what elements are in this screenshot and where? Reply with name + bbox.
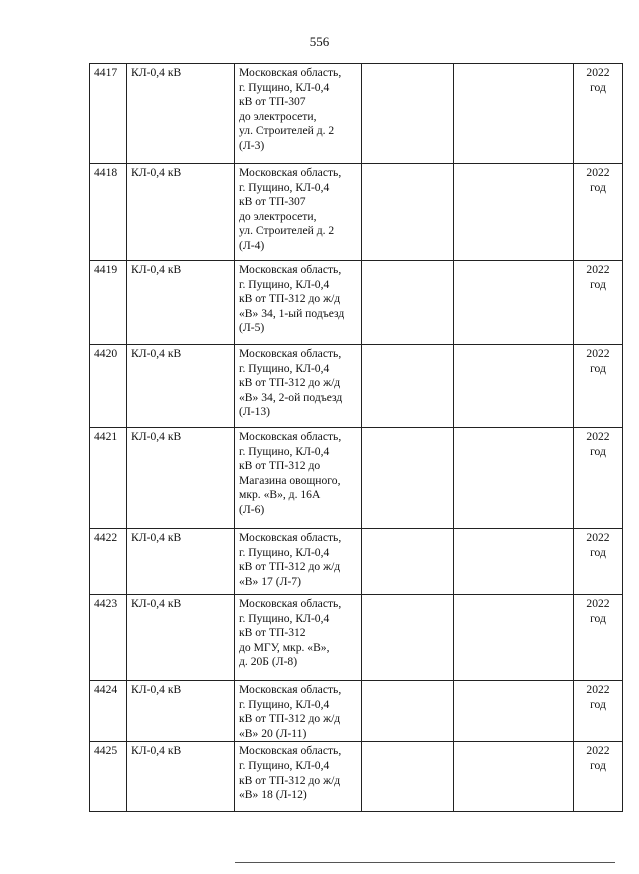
year-line: год — [590, 180, 606, 194]
object-name-cell: КЛ-0,4 кВ — [127, 681, 235, 742]
address-line: кВ от ТП-312 — [239, 626, 306, 640]
empty-cell — [454, 595, 574, 681]
table-row — [90, 164, 623, 261]
address-line: г. Пущино, КЛ-0,4 — [239, 545, 330, 559]
address-line: кВ от ТП-312 до — [239, 459, 321, 473]
empty-cell — [454, 164, 574, 261]
year-cell — [574, 64, 623, 164]
year-line: год — [590, 277, 606, 291]
row-number-cell: 4423 — [90, 595, 127, 681]
address-cell — [235, 345, 362, 428]
address-line: кВ от ТП-307 — [239, 95, 306, 109]
address-cell — [235, 742, 362, 812]
year-line: год — [590, 444, 606, 458]
year-line: 2022 — [586, 744, 610, 758]
year-cell — [574, 595, 623, 681]
year-line: 2022 — [586, 430, 610, 443]
year-line: 2022 — [586, 683, 610, 696]
address-line: Московская область, — [239, 430, 342, 443]
address-line: «В» 18 (Л-12) — [239, 788, 307, 802]
year-cell — [574, 529, 623, 595]
address-line: г. Пущино, КЛ-0,4 — [239, 444, 330, 458]
registry-table-body — [90, 64, 623, 812]
row-number-cell: 4419 — [90, 261, 127, 345]
table-row — [90, 742, 623, 812]
address-line: ул. Строителей д. 2 — [239, 124, 335, 138]
empty-cell — [362, 164, 454, 261]
row-number-cell: 4418 — [90, 164, 127, 261]
year-line: год — [590, 545, 606, 559]
address-cell — [235, 261, 362, 345]
row-number-cell: 4420 — [90, 345, 127, 428]
address-line: г. Пущино, КЛ-0,4 — [239, 697, 330, 711]
row-number-cell: 4421 — [90, 428, 127, 529]
address-line: (Л-3) — [239, 138, 265, 152]
year-line: год — [590, 361, 606, 375]
address-line: ул. Строителей д. 2 — [239, 224, 335, 238]
address-line: г. Пущино, КЛ-0,4 — [239, 361, 330, 375]
address-line: до МГУ, мкр. «В», — [239, 640, 330, 654]
address-line: (Л-4) — [239, 238, 265, 252]
object-name-cell: КЛ-0,4 кВ — [127, 529, 235, 595]
address-line: Московская область, — [239, 263, 342, 276]
empty-cell — [454, 529, 574, 595]
empty-cell — [454, 428, 574, 529]
address-line: г. Пущино, КЛ-0,4 — [239, 180, 330, 194]
address-line: Магазина овощного, — [239, 473, 341, 487]
address-cell — [235, 595, 362, 681]
year-line: год — [590, 697, 606, 711]
address-cell — [235, 428, 362, 529]
year-line: 2022 — [586, 531, 610, 544]
address-line: кВ от ТП-312 до ж/д — [239, 292, 341, 306]
table-row — [90, 681, 623, 742]
address-line: (Л-6) — [239, 502, 265, 516]
empty-cell — [454, 345, 574, 428]
empty-cell — [362, 681, 454, 742]
year-cell — [574, 681, 623, 742]
empty-cell — [362, 261, 454, 345]
table-row — [90, 595, 623, 681]
empty-cell — [362, 529, 454, 595]
year-line: 2022 — [586, 166, 610, 179]
row-number-cell: 4422 — [90, 529, 127, 595]
address-line: мкр. «В», д. 16А — [239, 488, 321, 502]
empty-cell — [454, 261, 574, 345]
address-line: (Л-13) — [239, 405, 271, 419]
address-line: г. Пущино, КЛ-0,4 — [239, 611, 330, 625]
year-line: год — [590, 80, 606, 94]
address-line: Московская область, — [239, 683, 342, 696]
year-cell — [574, 261, 623, 345]
address-cell — [235, 64, 362, 164]
row-number-cell: 4417 — [90, 64, 127, 164]
empty-cell — [362, 742, 454, 812]
object-name-cell: КЛ-0,4 кВ — [127, 428, 235, 529]
address-line: г. Пущино, КЛ-0,4 — [239, 758, 330, 772]
table-row — [90, 345, 623, 428]
empty-cell — [362, 428, 454, 529]
year-cell — [574, 428, 623, 529]
empty-cell — [362, 595, 454, 681]
address-line: Московская область, — [239, 166, 342, 179]
row-number-cell: 4425 — [90, 742, 127, 812]
empty-cell — [362, 64, 454, 164]
table-row — [90, 261, 623, 345]
year-line: 2022 — [586, 597, 610, 610]
year-cell — [574, 164, 623, 261]
empty-cell — [454, 681, 574, 742]
address-line: г. Пущино, КЛ-0,4 — [239, 80, 330, 94]
object-name-cell: КЛ-0,4 кВ — [127, 345, 235, 428]
year-line: 2022 — [586, 347, 610, 360]
year-line: 2022 — [586, 263, 610, 276]
address-line: (Л-5) — [239, 321, 265, 335]
object-name-cell: КЛ-0,4 кВ — [127, 742, 235, 812]
year-line: 2022 — [586, 66, 610, 79]
empty-cell — [454, 742, 574, 812]
empty-cell — [454, 64, 574, 164]
object-name-cell: КЛ-0,4 кВ — [127, 261, 235, 345]
page-number: 556 — [309, 34, 330, 49]
year-line: год — [590, 611, 606, 625]
address-cell — [235, 529, 362, 595]
year-line: год — [590, 758, 606, 772]
address-line: до электросети, — [239, 109, 317, 123]
address-line: «В» 34, 1-ый подъезд — [239, 306, 345, 320]
address-line: кВ от ТП-307 — [239, 195, 306, 209]
address-line: Московская область, — [239, 597, 342, 610]
object-name-cell: КЛ-0,4 кВ — [127, 595, 235, 681]
address-line: Московская область, — [239, 744, 342, 758]
address-cell — [235, 164, 362, 261]
table-row — [90, 428, 623, 529]
table-row — [90, 529, 623, 595]
address-line: кВ от ТП-312 до ж/д — [239, 376, 341, 390]
address-line: кВ от ТП-312 до ж/д — [239, 560, 341, 574]
table-row — [90, 64, 623, 164]
empty-cell — [362, 345, 454, 428]
address-line: г. Пущино, КЛ-0,4 — [239, 277, 330, 291]
object-name-cell: КЛ-0,4 кВ — [127, 164, 235, 261]
row-number-cell: 4424 — [90, 681, 127, 742]
address-line: «В» 20 (Л-11) — [239, 726, 307, 740]
year-cell — [574, 345, 623, 428]
address-line: кВ от ТП-312 до ж/д — [239, 773, 341, 787]
address-line: Московская область, — [239, 531, 342, 544]
address-line: Московская область, — [239, 66, 342, 79]
address-line: «В» 17 (Л-7) — [239, 574, 301, 588]
address-line: «В» 34, 2-ой подъезд — [239, 390, 343, 404]
address-cell — [235, 681, 362, 742]
address-line: Московская область, — [239, 347, 342, 360]
object-name-cell: КЛ-0,4 кВ — [127, 64, 235, 164]
address-line: д. 20Б (Л-8) — [239, 655, 298, 669]
address-line: кВ от ТП-312 до ж/д — [239, 712, 341, 726]
registry-table — [89, 63, 623, 812]
year-cell — [574, 742, 623, 812]
footer-rule — [235, 862, 615, 863]
address-line: до электросети, — [239, 209, 317, 223]
